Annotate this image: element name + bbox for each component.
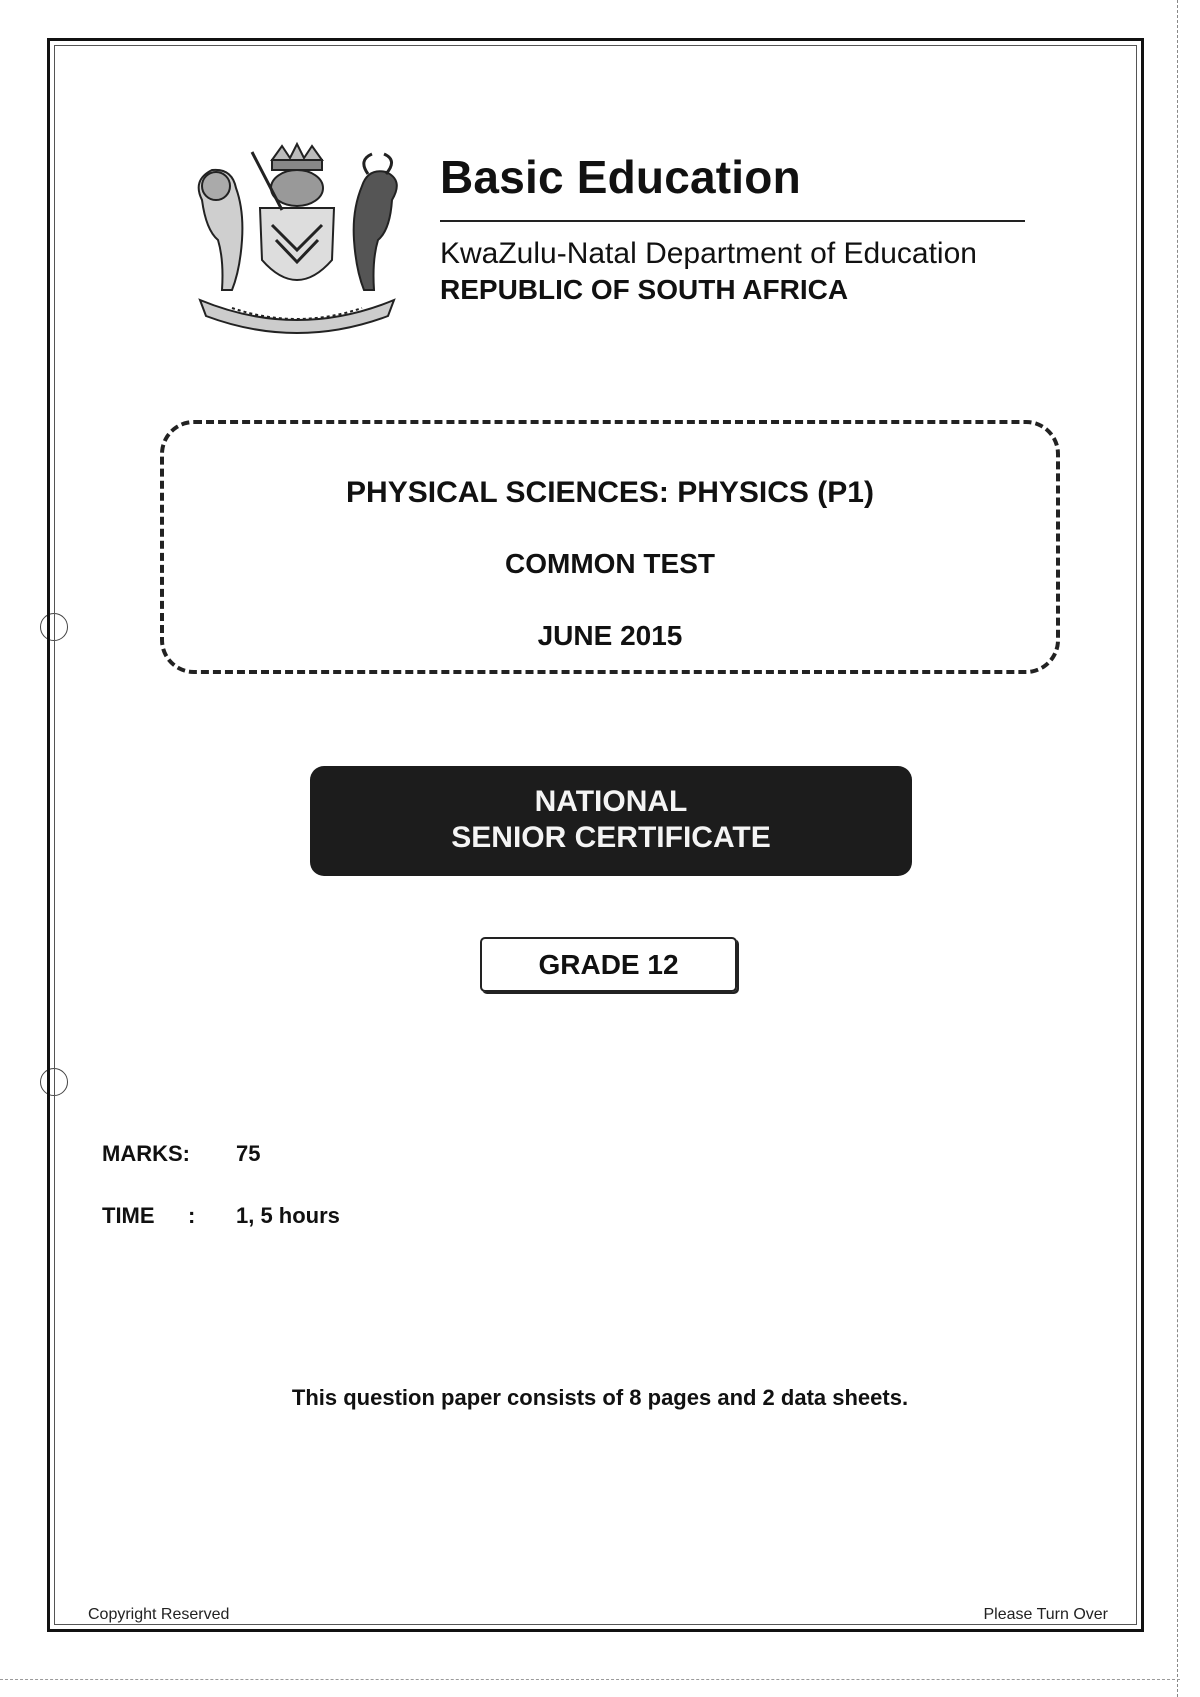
certificate-line-1: NATIONAL — [534, 785, 688, 818]
certificate-banner — [310, 766, 912, 876]
scan-edge-bottom — [0, 1679, 1180, 1681]
time-label: TIME — [102, 1203, 155, 1228]
footer-copyright: Copyright Reserved — [88, 1606, 230, 1623]
time-colon: : — [188, 1203, 196, 1228]
subject-date: JUNE 2015 — [537, 620, 683, 651]
header-country: REPUBLIC OF SOUTH AFRICA — [440, 274, 849, 305]
header-department: KwaZulu-Natal Department of Education — [440, 237, 977, 270]
subject-test: COMMON TEST — [505, 548, 715, 579]
header-title: Basic Education — [440, 151, 801, 203]
pages-note: This question paper consists of 8 pages and 2 data sheets. — [291, 1385, 909, 1410]
footer-turn-over: Please Turn Over — [983, 1606, 1108, 1623]
subject-title: PHYSICAL SCIENCES: PHYSICS (P1) — [346, 476, 874, 509]
grade-badge: GRADE 12 — [480, 937, 737, 992]
coat-of-arms-icon — [172, 140, 422, 350]
header-divider — [440, 220, 1025, 222]
subject-box — [160, 420, 1060, 674]
certificate-line-2: SENIOR CERTIFICATE — [451, 821, 771, 854]
time-value: 1, 5 hours — [236, 1203, 340, 1228]
scan-edge-right — [1177, 0, 1180, 1697]
marks-label: MARKS: — [102, 1141, 190, 1166]
marks-value: 75 — [236, 1141, 261, 1166]
